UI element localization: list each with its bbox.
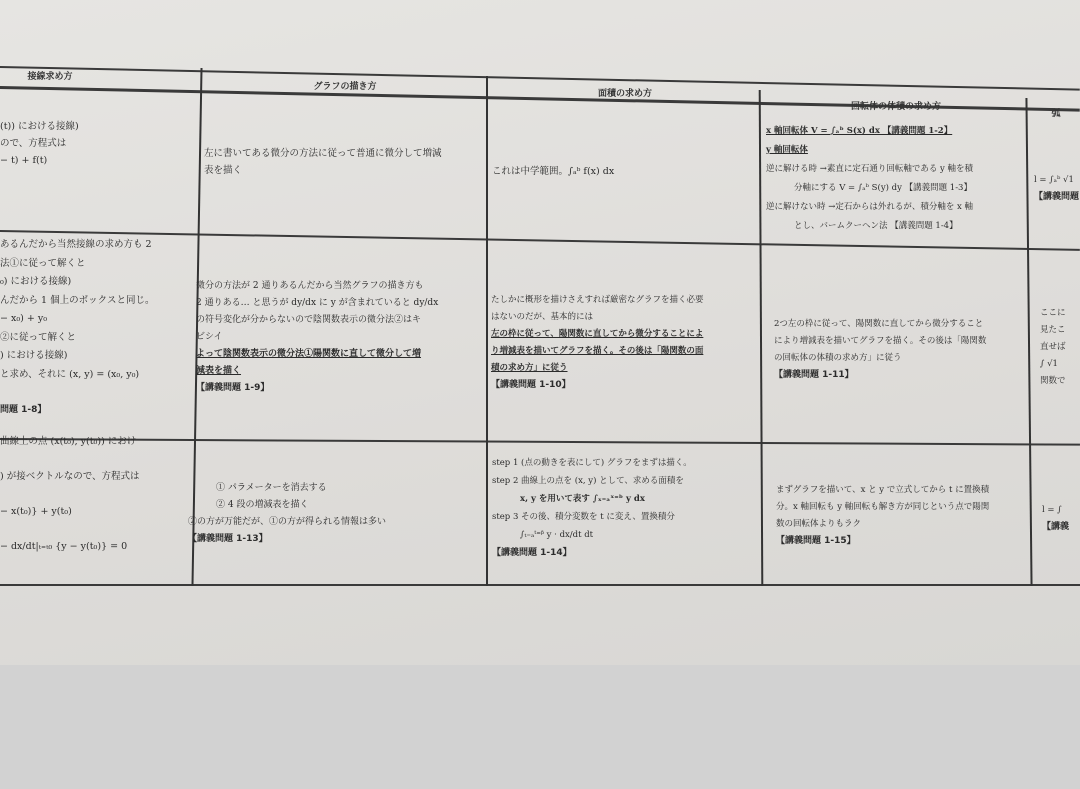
cell-r3-arc (1042, 502, 1069, 536)
text-line (0, 384, 155, 401)
text-line: (t)) における接線) (0, 121, 79, 132)
text-line: 【講義問題 1-14】 (492, 548, 572, 558)
cell-r1-arc (1034, 172, 1079, 206)
cell-r1-graph (204, 145, 442, 179)
text-line: 【講義問題 1-15】 (776, 536, 856, 546)
text-line: あるんだから当然接線の求め方も 2 (0, 239, 152, 250)
header-graph: グラフの描き方 (313, 82, 377, 92)
text-line: 数の回転体よりもラク (776, 519, 862, 529)
table-bottom-border (0, 584, 1080, 586)
text-line: − dx/dt|ₜ₌ₜ₀ {y − y(t₀)} = 0 (0, 541, 128, 552)
text-line: l = ∫ (1042, 505, 1062, 515)
text-line: 表を描く (204, 165, 243, 176)
text-line: 分軸にする V = ∫ₐᵇ S(y) dy 【講義問題 1-3】 (794, 183, 972, 193)
text-line: たしかに概形を描けさえすれば厳密なグラフを描く必要 (491, 295, 704, 305)
text-line: 微分の方法が 2 通りあるんだから当然グラフの描き方も (196, 281, 424, 291)
text-line: により増減表を描いてグラフを描く。その後は「陽関数 (774, 336, 987, 346)
desk-surface (0, 665, 1080, 789)
cell-r3-tangent (0, 433, 140, 556)
text-line: − x₀) + y₀ (0, 313, 48, 324)
text-line: ) が接ベクトルなので、方程式は (0, 471, 140, 482)
text-line: ∫ √1 (1040, 359, 1058, 369)
text-line: と求め、それに (x, y) = (x₀, y₀) (0, 368, 140, 380)
text-line: ① パラメーターを消去する (216, 483, 327, 493)
text-line: 左の枠に従って、陽関数に直してから微分することによ (491, 329, 704, 339)
text-line: 【講義問題 1-10】 (491, 380, 571, 390)
text-line (0, 451, 140, 468)
text-line: ②の方が万能だが、①の方が得られる情報は多い (188, 517, 387, 527)
text-line: ②に従って解くと (0, 331, 77, 343)
text-line: ) における接線) (0, 350, 68, 361)
text-line: 直せば (1040, 342, 1066, 352)
text-line: 【講義問題 1-13】 (188, 534, 268, 544)
text-line: 法①に従って解くと (0, 257, 86, 269)
text-line: よって陰関数表示の微分法①陽関数に直して微分して増 (196, 349, 422, 359)
text-line: ₀) における接線) (0, 276, 72, 287)
text-line: l = ∫ₐᵇ √1 (1034, 175, 1074, 185)
text-line: 減表を描く (196, 366, 242, 376)
text-line: 2 通りある… と思うが dy/dx に y が含まれていると dy/dx (196, 298, 439, 308)
text-line: の符号変化が分からないので陰関数表示の微分法②はキ (196, 315, 422, 325)
col-divider-2 (486, 76, 488, 586)
text-line: 逆に解ける時 →素直に定石通り回転軸である y 軸を積 (766, 164, 974, 174)
text-line: 見たこ (1040, 325, 1066, 335)
cell-r2-area (491, 292, 704, 394)
cell-r2-tangent (0, 236, 155, 420)
cell-r2-graph (196, 278, 438, 397)
cell-r1-area (492, 163, 614, 180)
text-line: x 軸回転体 V = ∫ₐᵇ S(x) dx 【講義問題 1-2】 (766, 126, 953, 136)
text-line: り増減表を描いてグラフを描く。その後は「陽関数の面 (491, 346, 704, 356)
text-line: 逆に解けない時 →定石からは外れるが、積分軸を x 軸 (766, 202, 974, 212)
text-line: 【講義 (1042, 522, 1070, 532)
text-line: ので、方程式は (0, 138, 67, 149)
text-line: はないのだが、基本的には (491, 312, 594, 322)
text-line (0, 521, 140, 538)
text-line: 関数で (1040, 376, 1066, 386)
text-line: 2つ左の枠に従って、陽関数に直してから微分すること (774, 319, 984, 329)
text-line: step 3 その後、積分変数を t に変え、置換積分 (492, 512, 675, 522)
text-line: − x(t₀)} + y(t₀) (0, 506, 72, 517)
text-line: x, y を用いて表す ∫ₓ₌ₐˣ⁼ᵇ y dx (520, 494, 645, 504)
text-line: y 軸回転体 (766, 145, 808, 155)
text-line (0, 486, 140, 503)
text-line: の回転体の体積の求め方」に従う (774, 353, 902, 363)
header-volume: 回転体の体積の求め方 (850, 102, 941, 112)
text-line: step 1 (点の動きを表にして) グラフをまずは描く。 (492, 458, 692, 468)
cell-r3-volume (776, 482, 989, 550)
text-line: まずグラフを描いて、x と y で立式してから t に置換積 (776, 485, 990, 495)
text-line: ここに (1040, 308, 1066, 318)
text-line: − t) + f(t) (0, 155, 48, 166)
text-line: 【講義問題 1-11】 (774, 370, 854, 380)
text-line: 分。x 軸回転も y 軸回転も解き方が同じという点で陽関 (776, 502, 990, 512)
cell-r2-volume (774, 316, 986, 384)
header-area: 面積の求め方 (597, 89, 652, 99)
text-line: 【講義問題 (1034, 192, 1080, 202)
text-line: 問題 1-8】 (0, 405, 47, 415)
text-line: これは中学範囲。∫ₐᵇ f(x) dx (492, 166, 615, 177)
text-line: とし、バームクーヘン法 【講義問題 1-4】 (794, 221, 958, 231)
cell-r1-tangent (0, 118, 79, 169)
text-line: 曲線上の点 (x(t₀), y(t₀)) におけ (0, 436, 137, 447)
text-line: step 2 曲線上の点を (x, y) として、求める面積を (492, 476, 684, 486)
text-line: んだから 1 個上のボックスと同じ。 (0, 294, 155, 306)
cell-r3-area (492, 454, 692, 562)
header-arc: 弧 (1051, 109, 1061, 119)
text-line: ∫ₜ₌ₐᵗ⁼ᵝ y · dx/dt dt (520, 530, 594, 540)
text-line: 積の求め方」に従う (491, 363, 568, 373)
cell-r1-volume (766, 122, 973, 236)
text-line: ビシイ (196, 332, 223, 342)
cell-r3-graph (188, 480, 386, 548)
text-line: ② 4 段の増減表を描く (216, 500, 309, 510)
text-line: 左に書いてある微分の方法に従って普通に微分して増減 (204, 148, 442, 159)
text-line: 【講義問題 1-9】 (196, 383, 270, 393)
cell-r2-arc (1040, 305, 1066, 390)
header-tangent: 接線求め方 (27, 72, 73, 82)
